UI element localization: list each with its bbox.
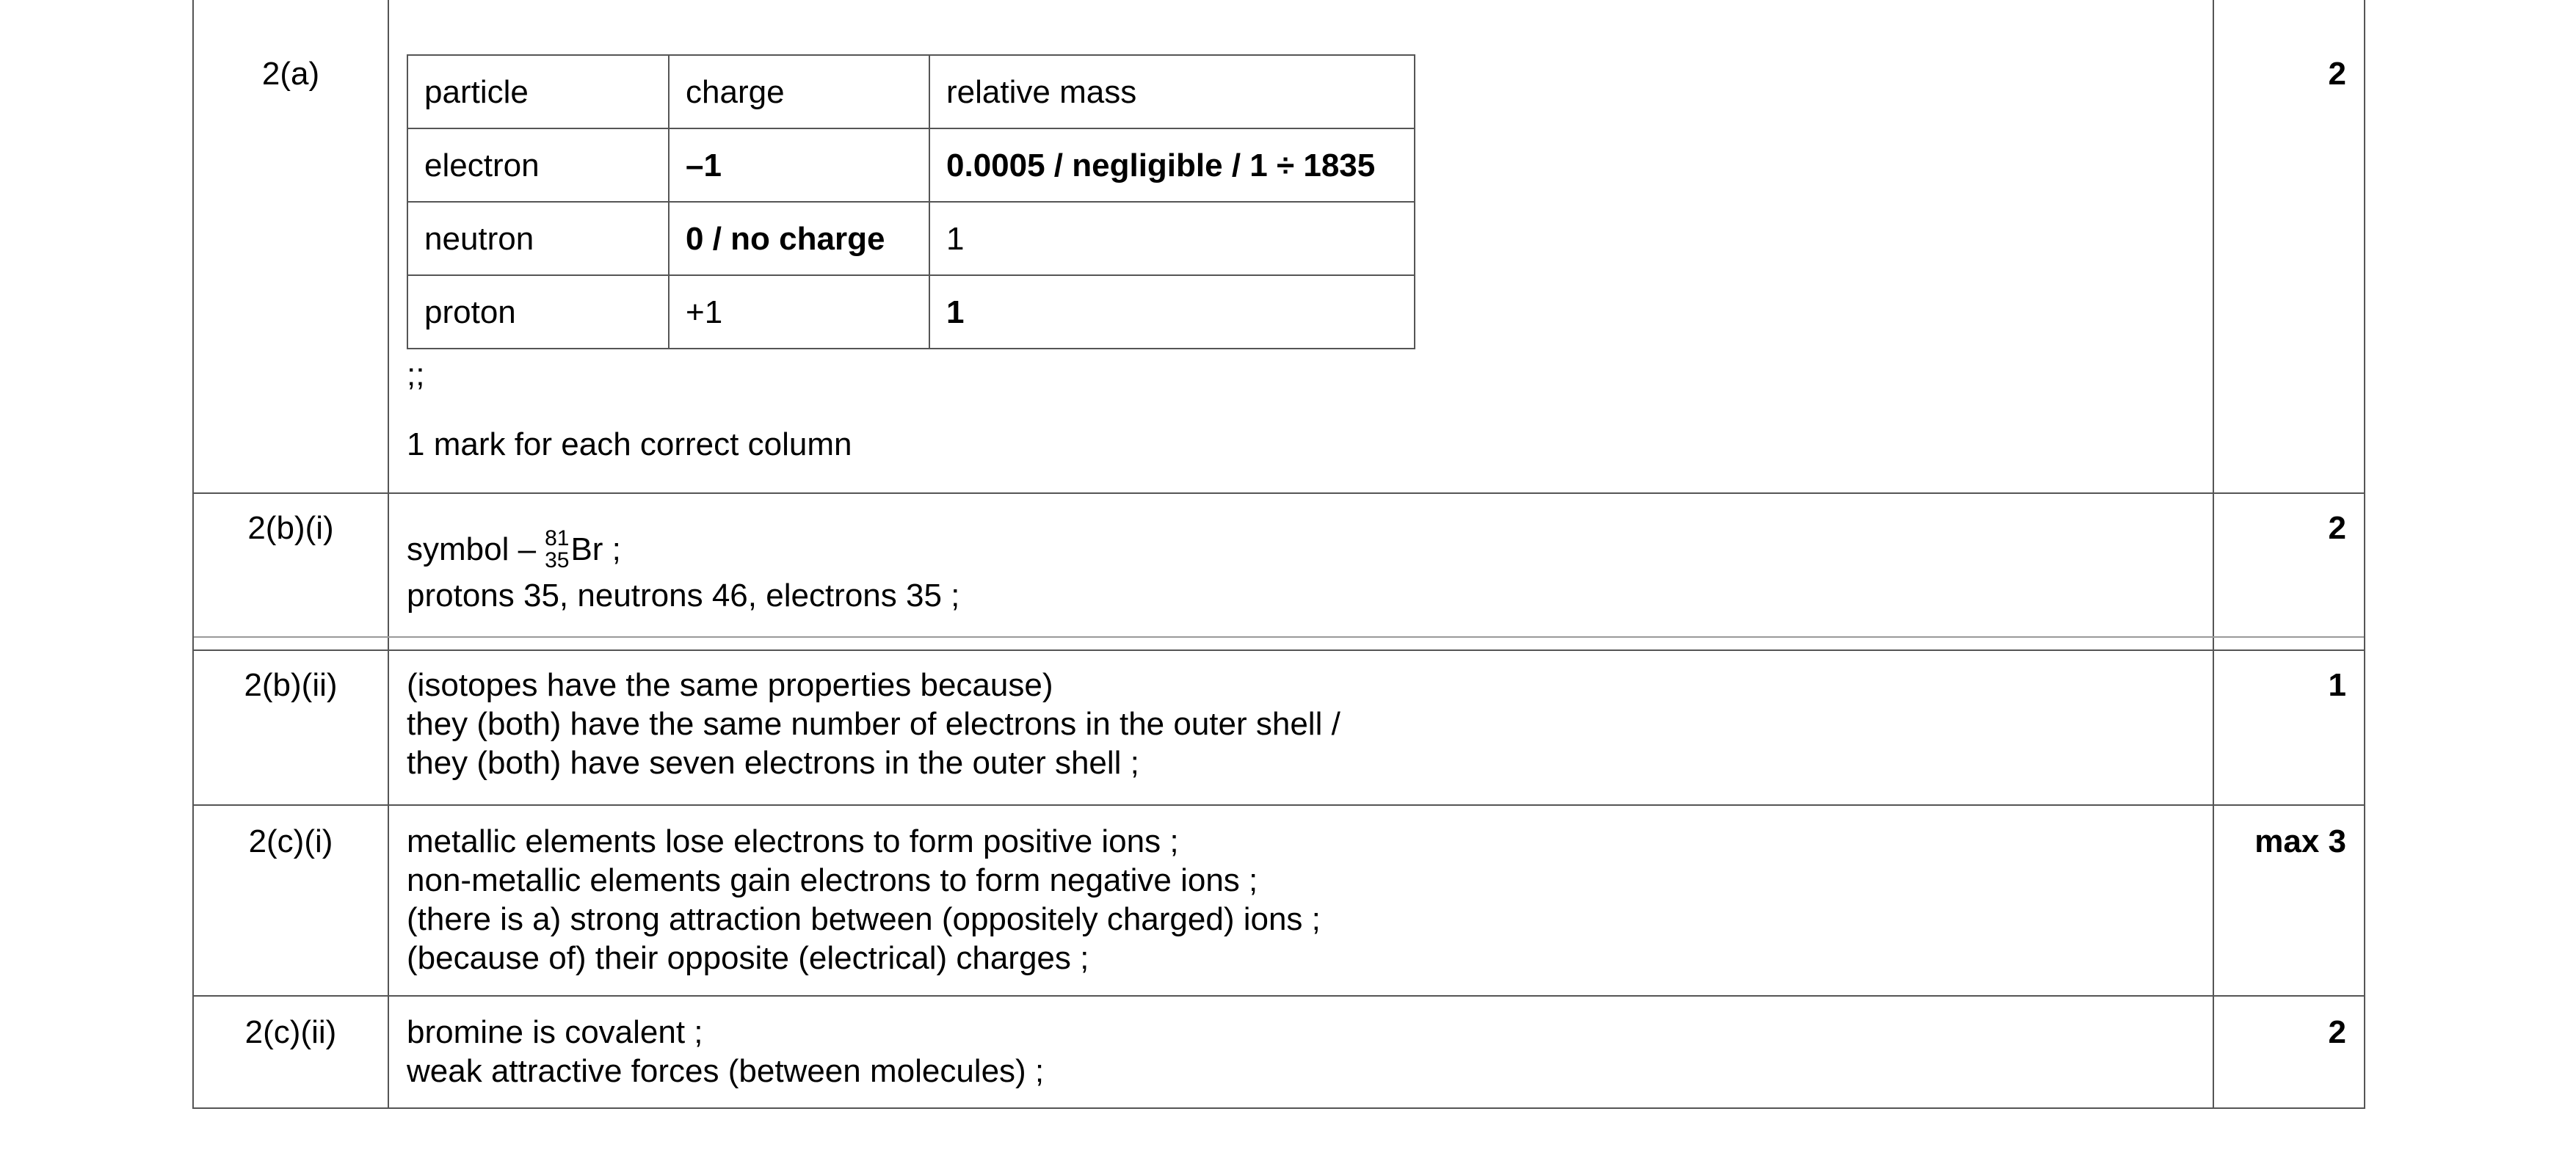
- question-row: [194, 492, 2364, 636]
- table-cell: 0 / no charge: [669, 202, 929, 275]
- answer-line: bromine is covalent ;: [407, 1014, 703, 1050]
- table-row: [407, 202, 1415, 275]
- question-number: 2(b)(i): [247, 510, 334, 546]
- table-cell: 0.0005 / negligible / 1 ÷ 1835: [929, 128, 1415, 202]
- question-number: 2(b)(ii): [244, 667, 338, 703]
- answer-line: (there is a) strong attraction between (oppositely charged) ions ;: [407, 901, 1321, 937]
- question-row: [194, 0, 2364, 492]
- answer-line: weak attractive forces (between molecules) ;: [407, 1053, 1045, 1089]
- answer-cell: [407, 54, 2198, 464]
- table-cell: 1: [929, 275, 1415, 349]
- question-number: 2(a): [261, 56, 320, 92]
- answer-line: protons 35, neutrons 46, electrons 35 ;: [407, 578, 960, 614]
- marks-value: 2: [2328, 1014, 2346, 1050]
- answer-line: non-metallic elements gain electrons to form negative ions ;: [407, 862, 1258, 898]
- marks-value: 2: [2328, 510, 2346, 546]
- symbol-suffix: ;: [603, 531, 621, 567]
- question-number: 2(c)(i): [248, 823, 333, 859]
- mark-separators: ;;: [407, 357, 425, 393]
- particle-table: [407, 54, 1415, 349]
- answer-cell: [407, 666, 2198, 782]
- question-row: [194, 804, 2364, 995]
- mark-note: 1 mark for each correct column: [407, 426, 852, 462]
- table-cell: proton: [407, 275, 669, 349]
- question-row: [194, 995, 2364, 1109]
- answer-cell: [407, 822, 2198, 978]
- answer-line: they (both) have the same number of electrons in the outer shell /: [407, 706, 1340, 742]
- table-cell: –1: [669, 128, 929, 202]
- atomic-number: 35: [545, 548, 570, 572]
- table-header-row: [407, 55, 1415, 128]
- isotope-notation: [545, 528, 569, 572]
- answer-cell: [407, 528, 2198, 615]
- question-row: [194, 649, 2364, 804]
- marks-value: 2: [2328, 56, 2346, 92]
- mass-number: 81: [545, 526, 570, 550]
- header-cell: relative mass: [929, 55, 1415, 128]
- table-cell: 1: [929, 202, 1415, 275]
- table-row: [407, 128, 1415, 202]
- header-cell: particle: [407, 55, 669, 128]
- table-cell: +1: [669, 275, 929, 349]
- table-cell: neutron: [407, 202, 669, 275]
- marks-value: 1: [2328, 667, 2346, 703]
- symbol-line: [407, 528, 2198, 572]
- answer-cell: [407, 1013, 2198, 1091]
- table-row: [407, 275, 1415, 349]
- element-symbol: Br: [570, 531, 603, 567]
- answer-line: (because of) their opposite (electrical) charges ;: [407, 940, 1089, 976]
- question-number: 2(c)(ii): [244, 1014, 337, 1050]
- row-divider: [194, 636, 2364, 638]
- table-cell: electron: [407, 128, 669, 202]
- symbol-prefix: symbol –: [407, 531, 537, 567]
- mark-scheme-table: [192, 0, 2365, 1109]
- answer-line: (isotopes have the same properties because): [407, 667, 1053, 703]
- answer-line: they (both) have seven electrons in the outer shell ;: [407, 745, 1139, 781]
- header-cell: charge: [669, 55, 929, 128]
- answer-line: metallic elements lose electrons to form positive ions ;: [407, 823, 1179, 859]
- marks-value: max 3: [2254, 823, 2346, 859]
